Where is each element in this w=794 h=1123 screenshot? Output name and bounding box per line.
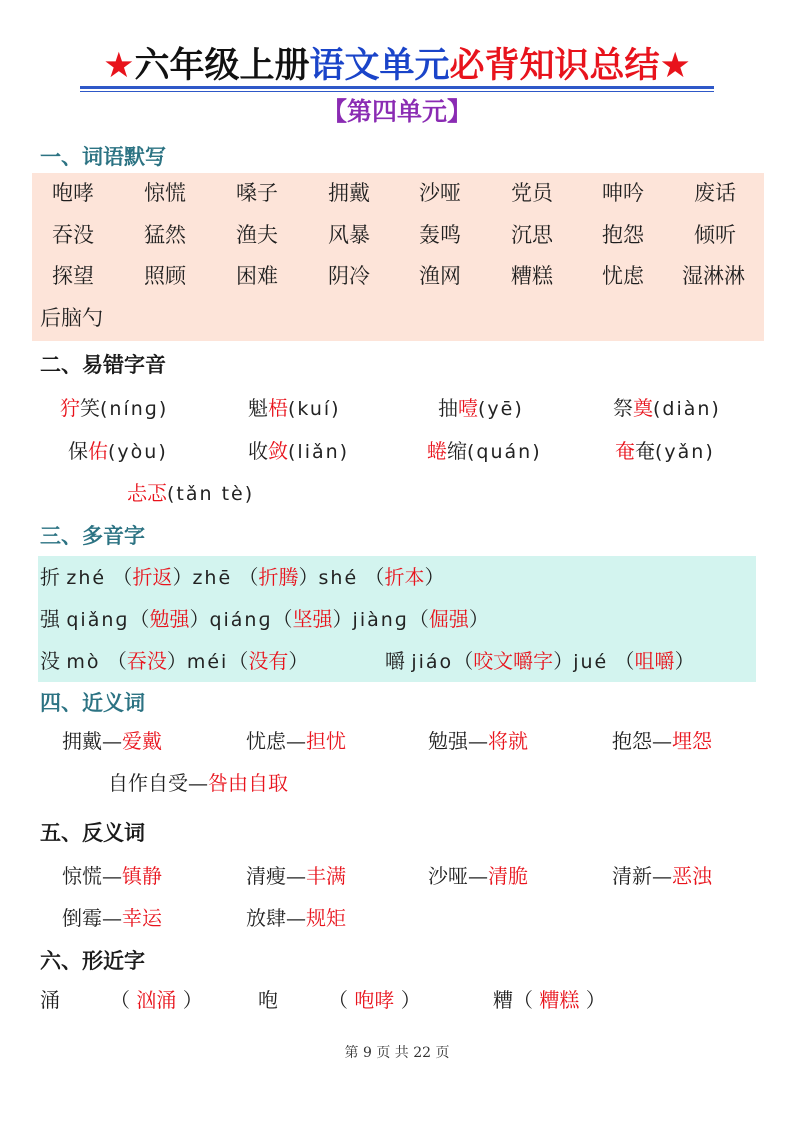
synonym-pair: 抱怨—埋怨	[612, 729, 712, 753]
synonym-pair: 忧虑—担忧	[246, 729, 346, 753]
word: 探望	[52, 264, 94, 288]
synonym-pair: 自作自受—咎由自取	[108, 771, 288, 795]
section-heading-pronunciation: 二、易错字音	[40, 353, 166, 377]
title-underline-thin	[80, 91, 714, 92]
word: 轰鸣	[419, 223, 461, 247]
dictation-box	[32, 173, 764, 341]
word: 呻吟	[602, 181, 644, 205]
polyphone-row: 嚼 jiáo（咬文嚼字）jué （咀嚼）	[385, 649, 695, 673]
section-heading-synonyms: 四、近义词	[40, 691, 145, 715]
title-part-grade: 六年级上册	[134, 46, 310, 86]
similar-item: 涌 （ 汹涌 ）	[40, 988, 203, 1012]
antonym-pair: 惊慌—镇静	[62, 864, 162, 888]
word: 忧虑	[602, 264, 644, 288]
title-part-subject: 语文单元	[309, 46, 450, 86]
word: 渔夫	[236, 223, 278, 247]
word: 风暴	[328, 223, 370, 247]
word: 惊慌	[144, 181, 186, 205]
synonym-pair: 拥戴—爱戴	[62, 729, 162, 753]
word: 党员	[511, 181, 553, 205]
pron-item: 狞笑(nínɡ)	[60, 396, 169, 420]
word: 拥戴	[328, 181, 370, 205]
unit-label: 【第四单元】	[321, 97, 472, 126]
word: 渔网	[419, 264, 461, 288]
section-heading-similar-chars: 六、形近字	[40, 949, 145, 973]
antonym-pair: 清新—恶浊	[612, 864, 712, 888]
pron-item: 蜷缩(quán)	[427, 439, 542, 463]
pron-item: 魁梧(kuí)	[248, 396, 341, 420]
word: 沉思	[511, 223, 553, 247]
title-underline	[80, 86, 714, 89]
antonym-pair: 放肆—规矩	[246, 906, 346, 930]
word: 猛然	[144, 223, 186, 247]
star-icon: ★	[103, 46, 135, 86]
antonym-pair: 清瘦—丰满	[246, 864, 346, 888]
word: 倾听	[694, 223, 736, 247]
title-part-summary: 必背知识总结	[449, 46, 660, 86]
pron-item: 忐忑(tǎn tè)	[127, 481, 255, 505]
page-footer: 第 9 页 共 22 页	[344, 1045, 450, 1061]
word: 困难	[236, 264, 278, 288]
polyphone-row: 折 zhé （折返）zhē （折腾）shé （折本）	[40, 565, 445, 589]
word: 湿淋淋	[682, 264, 745, 288]
star-icon: ★	[659, 46, 691, 86]
pron-item: 祭奠(diàn)	[613, 396, 721, 420]
pron-item: 保佑(yòu)	[68, 439, 168, 463]
polyphone-row: 没 mò （吞没）méi（没有）	[40, 649, 309, 673]
similar-item: 咆 （ 咆哮 ）	[258, 988, 421, 1012]
word: 嗓子	[236, 181, 278, 205]
antonym-pair: 沙哑—清脆	[428, 864, 528, 888]
pron-item: 抽噎(yē)	[438, 396, 524, 420]
section-heading-dictation: 一、词语默写	[40, 145, 166, 169]
word: 照顾	[144, 264, 186, 288]
page-title	[0, 44, 794, 88]
word: 后脑勺	[40, 306, 103, 330]
word: 沙哑	[419, 181, 461, 205]
antonym-pair: 倒霉—幸运	[62, 906, 162, 930]
synonym-pair: 勉强—将就	[428, 729, 528, 753]
word: 废话	[694, 181, 736, 205]
word: 抱怨	[602, 223, 644, 247]
pron-item: 收敛(liǎn)	[248, 439, 350, 463]
pron-item: 奄奄(yǎn)	[615, 439, 715, 463]
word: 阴冷	[328, 264, 370, 288]
section-heading-antonyms: 五、反义词	[40, 821, 145, 845]
word: 咆哮	[52, 181, 94, 205]
word: 糟糕	[511, 264, 553, 288]
word: 吞没	[52, 223, 94, 247]
polyphone-row: 强 qiǎnɡ（勉强）qiánɡ（坚强）jiànɡ（倔强）	[40, 607, 489, 631]
similar-item: 糟（ 糟糕 ）	[493, 988, 606, 1012]
section-heading-polyphones: 三、多音字	[40, 524, 145, 548]
